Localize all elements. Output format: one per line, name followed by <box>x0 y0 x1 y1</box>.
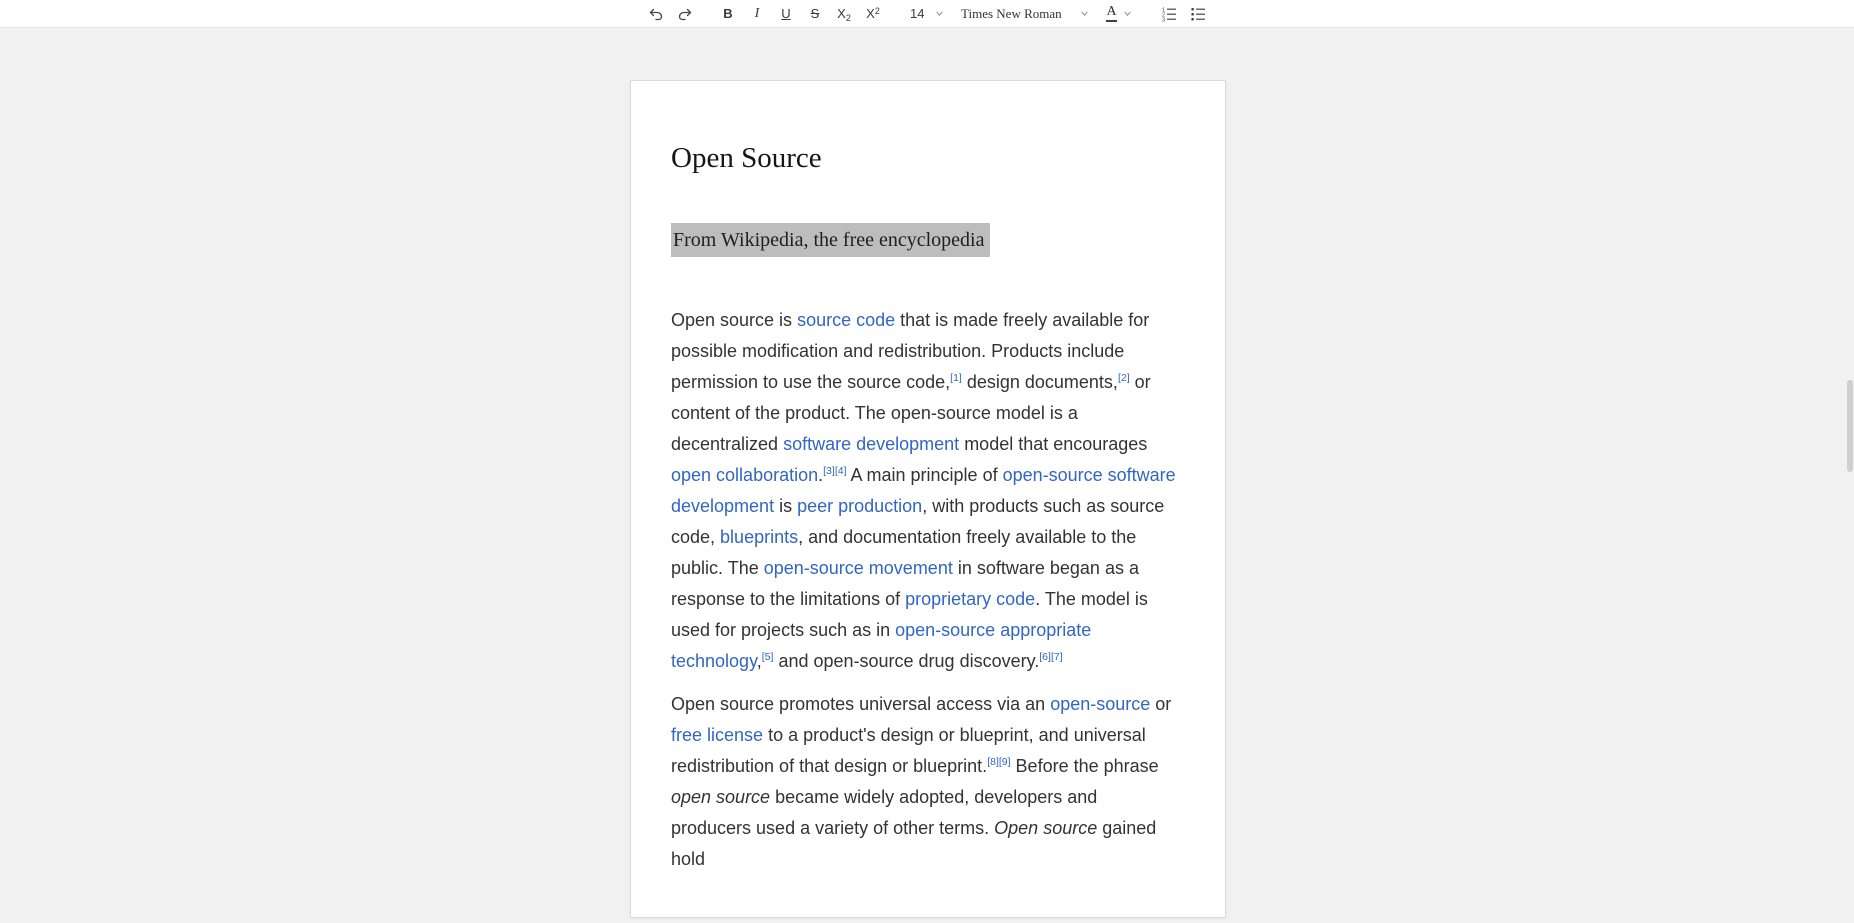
text-run: Open source promotes universal access via an <box>671 694 1051 714</box>
subtitle-row <box>671 223 1179 257</box>
inline-link[interactable]: open-source software development <box>671 465 1176 516</box>
undo-button[interactable] <box>645 3 667 25</box>
italic-text: open source <box>671 787 771 807</box>
bold-label: B <box>723 6 733 21</box>
text-run: Open source is <box>671 310 798 330</box>
svg-text:2: 2 <box>1162 12 1166 18</box>
font-size-value: 14 <box>910 6 925 21</box>
chevron-down-icon <box>935 9 944 18</box>
reference-marker[interactable]: [8][9] <box>987 756 1011 768</box>
text-run: to a product's design or blueprint, and universal redistribution of that design or blueprint. <box>671 725 1146 776</box>
font-family-select[interactable] <box>956 3 1094 25</box>
inline-link[interactable]: proprietary code <box>905 589 1036 609</box>
reference-marker[interactable]: [5] <box>761 651 774 663</box>
underline-button[interactable] <box>775 3 797 25</box>
inline-link[interactable]: source code <box>797 310 896 330</box>
toolbar <box>0 0 1854 28</box>
document-page[interactable] <box>630 80 1226 918</box>
scrollbar-thumb[interactable] <box>1847 380 1853 472</box>
font-color-swatch <box>1106 20 1117 23</box>
document-subtitle: From Wikipedia, the free encyclopedia <box>671 223 990 257</box>
superscript-button[interactable] <box>862 3 884 25</box>
document-canvas[interactable] <box>0 28 1854 923</box>
scrollbar-track[interactable] <box>1845 28 1853 923</box>
bold-button[interactable] <box>717 3 739 25</box>
undo-icon <box>648 6 664 22</box>
text-run: , and documentation freely available to the public. The <box>671 527 1137 578</box>
numbered-list-icon <box>1161 6 1177 22</box>
svg-text:1: 1 <box>1162 7 1166 13</box>
italic-label: I <box>754 5 760 21</box>
italic-button[interactable] <box>746 3 768 25</box>
font-color-button[interactable] <box>1101 3 1137 25</box>
font-family-value: Times New Roman <box>961 5 1062 21</box>
text-run: and open-source drug discovery. <box>773 651 1040 671</box>
chevron-down-icon <box>1080 9 1089 18</box>
reference-marker[interactable]: [6][7] <box>1039 651 1063 663</box>
subscript-button[interactable] <box>833 3 855 25</box>
inline-link[interactable]: blueprints <box>720 527 799 547</box>
underline-label: U <box>781 6 791 21</box>
redo-icon <box>677 6 693 22</box>
text-run: gained hold <box>671 818 1157 869</box>
text-run: became widely adopted, developers and producers used a variety of other terms. <box>671 787 1098 838</box>
text-run: in software began as a response to the limitations of <box>671 558 1139 609</box>
svg-text:3: 3 <box>1162 17 1166 22</box>
text-run: A main principle of <box>846 465 1003 485</box>
inline-link[interactable]: open-source movement <box>763 558 953 578</box>
reference-marker[interactable]: [1] <box>950 372 962 384</box>
text-run: or <box>1150 694 1172 714</box>
bullet-list-icon <box>1190 6 1206 22</box>
numbered-list-button[interactable] <box>1158 3 1180 25</box>
inline-link[interactable]: open-source <box>1050 694 1151 714</box>
document-title: Open Source <box>671 142 822 174</box>
subscript-label: X 2 <box>837 6 851 23</box>
font-color-label: A <box>1106 3 1117 19</box>
text-run: , with products such as source code, <box>671 496 1165 547</box>
text-run: , <box>756 651 762 671</box>
chevron-down-icon <box>1123 9 1132 18</box>
paragraph-1[interactable] <box>671 305 1181 677</box>
font-color-icon <box>1106 5 1117 23</box>
font-size-select[interactable] <box>905 3 949 25</box>
bullet-list-button[interactable] <box>1187 3 1209 25</box>
inline-link[interactable]: free license <box>671 725 764 745</box>
text-run: . The model is used for projects such as in <box>671 589 1148 640</box>
strikethrough-label: S <box>810 6 820 21</box>
reference-marker[interactable]: [2] <box>1117 372 1130 384</box>
strikethrough-button[interactable] <box>804 3 826 25</box>
text-run: design documents, <box>961 372 1118 392</box>
superscript-label: X 2 <box>866 6 880 21</box>
text-run: Before the phrase <box>1010 756 1159 776</box>
text-run: model that encourages <box>959 434 1148 454</box>
text-run: or content of the product. The open-source model is a decentralized <box>671 372 1151 454</box>
text-run: is <box>774 496 798 516</box>
inline-link[interactable]: open-source appropriate technology <box>671 620 1092 671</box>
inline-link[interactable]: software development <box>783 434 960 454</box>
toolbar-group <box>645 3 1209 25</box>
paragraph-2[interactable] <box>671 689 1181 875</box>
redo-button[interactable] <box>674 3 696 25</box>
italic-text: Open source <box>994 818 1098 838</box>
text-run: . <box>818 465 824 485</box>
inline-link[interactable]: peer production <box>797 496 923 516</box>
text-run: that is made freely available for possible modification and redistribution. Products include permission to use the source code, <box>671 310 1150 392</box>
reference-marker[interactable]: [3][4] <box>823 465 847 477</box>
inline-link[interactable]: open collaboration <box>671 465 819 485</box>
